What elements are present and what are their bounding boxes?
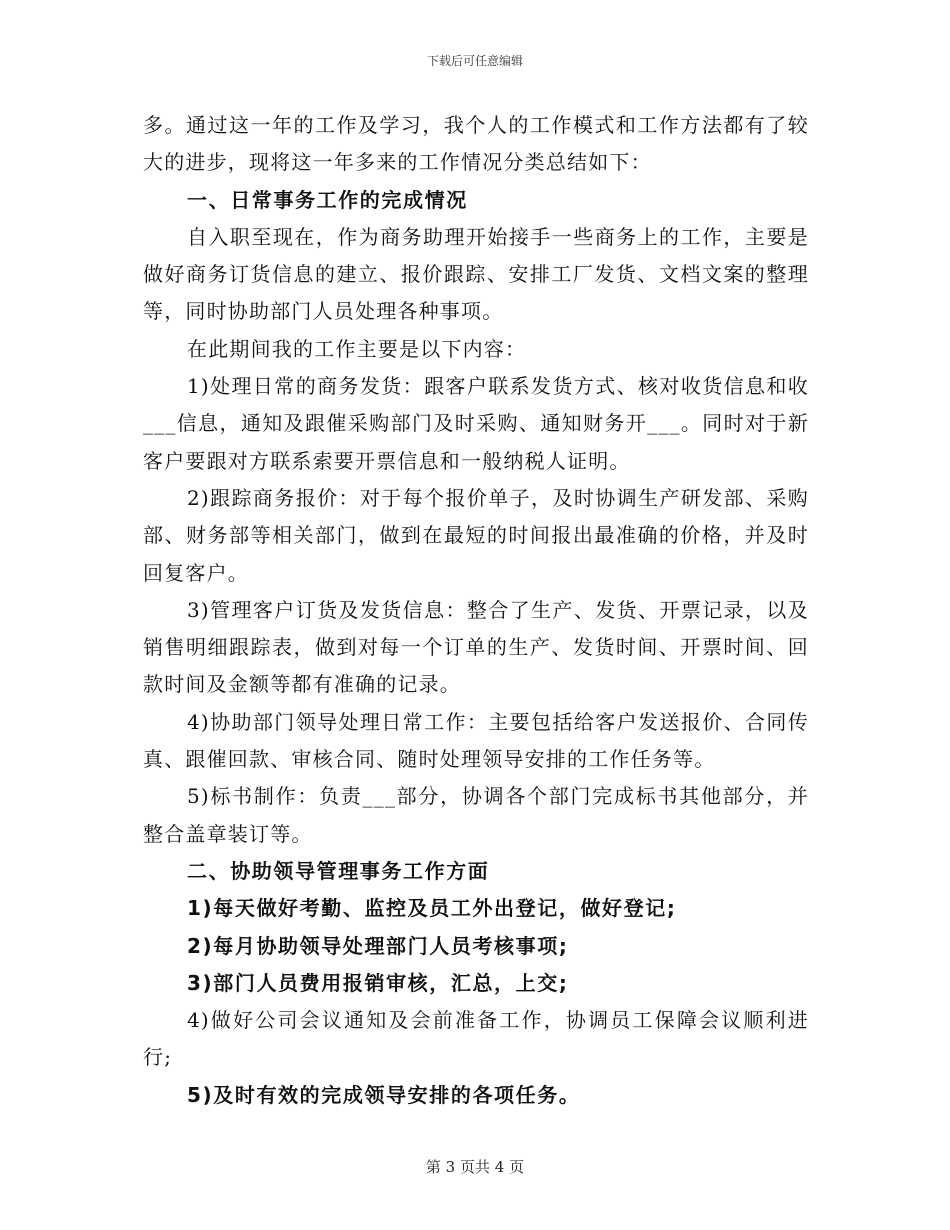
page-footer: 第 3 页共 4 页 <box>425 1158 525 1176</box>
list-item-attendance: 1)每天做好考勤、监控及员工外出登记，做好登记; <box>187 896 677 921</box>
list-item-quotation: 2)跟踪商务报价：对于每个报价单子，及时协调生产研发部、采购部、财务部等相关部门，做到在最短的时间报出最准确的价格，并及时回复客户。 <box>143 485 809 585</box>
list-item-complete-tasks: 5)及时有效的完成领导安排的各项任务。 <box>187 1082 581 1107</box>
list-item-assist-leader: 4)协助部门领导处理日常工作：主要包括给客户发送报价、合同传真、跟催回款、审核合同、随时处理领导安排的工作任务等。 <box>143 709 809 772</box>
page-header: 下载后可任意编辑 <box>426 54 523 68</box>
section-heading-daily-work: 一、日常事务工作的完成情况 <box>187 187 468 212</box>
list-item-order-records: 3)管理客户订货及发货信息：整合了生产、发货、开票记录，以及销售明细跟踪表，做到对每一个订单的生产、发货时间、开票时间、回款时间及金额等都有准确的记录。 <box>143 597 809 697</box>
document-body <box>143 107 809 1114</box>
list-item-tender: 5)标书制作：负责___部分，协调各个部门完成标书其他部分，并整合盖章装订等。 <box>143 784 809 846</box>
section-heading-assist-management: 二、协助领导管理事务工作方面 <box>187 858 490 883</box>
paragraph-since-joining: 自入职至现在，作为商务助理开始接手一些商务上的工作，主要是做好商务订货信息的建立、报价跟踪、安排工厂发货、文档文案的整理等，同时协助部门人员处理各种事项。 <box>143 224 809 324</box>
list-item-shipping: 1)处理日常的商务发货：跟客户联系发货方式、核对收货信息和收___信息，通知及跟催采购部门及时采购、通知财务开___。同时对于新客户要跟对方联系索要开票信息和一般纳税人证明。 <box>143 374 809 473</box>
list-item-assessment: 2)每月协助领导处理部门人员考核事项; <box>187 933 569 958</box>
list-item-expense-review: 3)部门人员费用报销审核，汇总，上交; <box>187 970 569 995</box>
list-item-meeting-prep: 4)做好公司会议通知及会前准备工作，协调员工保障会议顺利进行; <box>143 1008 809 1070</box>
paragraph-work-content-intro: 在此期间我的工作主要是以下内容： <box>187 336 527 361</box>
paragraph-intro-continuation: 多。通过这一年的工作及学习，我个人的工作模式和工作方法都有了较大的进步，现将这一年多来的工作情况分类总结如下： <box>143 113 809 175</box>
